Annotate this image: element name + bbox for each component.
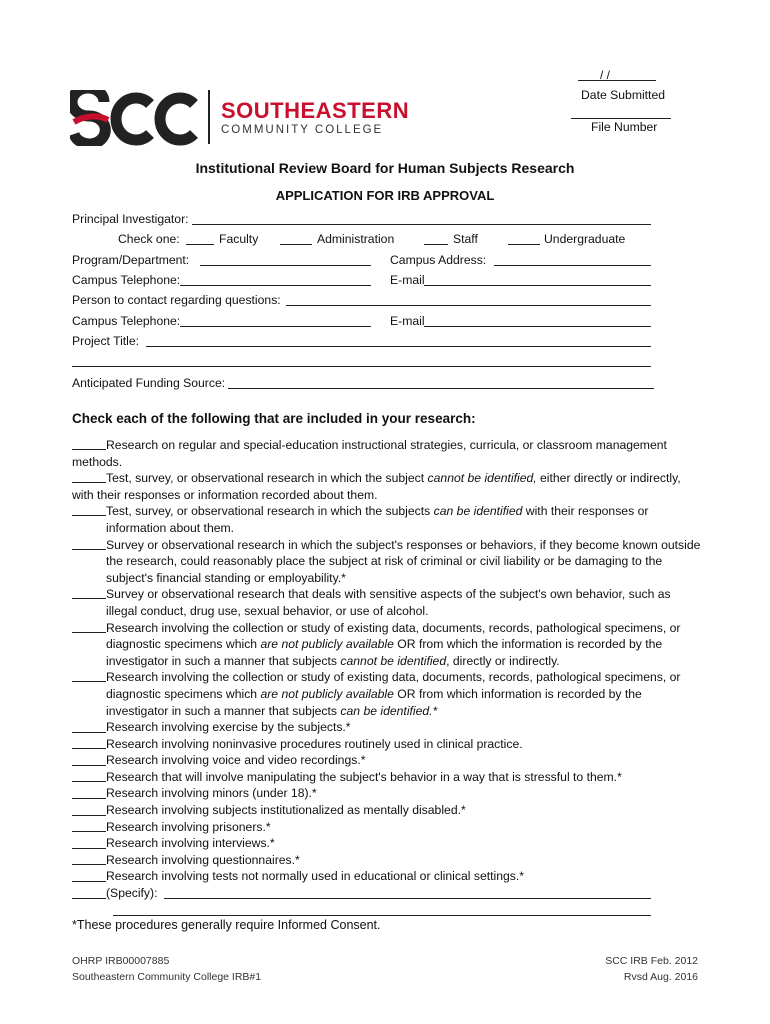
list-item: Survey or observational research in which the subject's responses or behaviors, if they become known outside the research, could reasonably place the subject at risk of criminal or civil liability or be damaging to the subject's financial standing or employability.* xyxy=(72,537,702,587)
item-checkbox[interactable] xyxy=(72,881,106,882)
pi-label: Principal Investigator: xyxy=(72,212,189,226)
funding-label: Anticipated Funding Source: xyxy=(72,376,226,390)
item-checkbox[interactable] xyxy=(72,864,106,865)
program-field[interactable] xyxy=(200,265,371,266)
date-slashes: / / xyxy=(600,68,611,82)
email-field[interactable] xyxy=(424,285,651,286)
footer-revised: Rvsd Aug. 2016 xyxy=(623,971,698,983)
list-item: Research involving tests not normally used in educational or clinical settings.* xyxy=(72,868,702,885)
list-item: Research involving exercise by the subjects.* xyxy=(72,719,702,736)
funding-field[interactable] xyxy=(228,388,654,389)
logo-name: SOUTHEASTERN xyxy=(221,98,410,123)
item-checkbox[interactable] xyxy=(72,781,106,782)
list-item: Research on regular and special-education instructional strategies, curricula, or classroom management methods. xyxy=(72,438,667,469)
date-submitted-label: Date Submitted xyxy=(581,88,666,102)
item-checkbox[interactable] xyxy=(72,798,106,799)
undergraduate-checkbox[interactable] xyxy=(508,244,540,245)
list-item: Survey or observational research that deals with sensitive aspects of the subject's own behavior, such as illegal conduct, drug use, sexual behavior, or use of alcohol. xyxy=(72,586,702,619)
item-checkbox[interactable] xyxy=(72,449,106,450)
item-checkbox[interactable] xyxy=(72,898,106,899)
item-checkbox[interactable] xyxy=(72,598,106,599)
file-number-label: File Number xyxy=(591,120,658,134)
item-checkbox[interactable] xyxy=(72,549,106,550)
logo-subtitle: COMMUNITY COLLEGE xyxy=(221,124,384,136)
campus-telephone-2-field[interactable] xyxy=(180,326,371,327)
checklist xyxy=(72,437,702,902)
option-undergraduate: Undergraduate xyxy=(544,232,626,246)
list-item: Research involving subjects institutionalized as mentally disabled.* xyxy=(72,802,702,819)
date-line[interactable] xyxy=(578,80,656,81)
list-item: Research involving noninvasive procedures routinely used in clinical practice. xyxy=(72,736,702,753)
footer-right xyxy=(605,953,698,985)
email-label: E-mail xyxy=(390,273,425,287)
campus-telephone-2-label: Campus Telephone: xyxy=(72,314,181,328)
faculty-checkbox[interactable] xyxy=(186,244,214,245)
item-checkbox[interactable] xyxy=(72,515,106,516)
list-item: Research involving the collection or study of existing data, documents, records, pathological specimens, or diagnostic specimens which are not publicly available OR from which information is recorded by the investigator in such a manner that subjects can be identified.* xyxy=(72,669,702,719)
item-checkbox[interactable] xyxy=(72,632,106,633)
campus-telephone-label: Campus Telephone: xyxy=(72,273,181,287)
list-item: Research involving questionnaires.* xyxy=(72,852,702,869)
list-item: Research involving minors (under 18).* xyxy=(72,785,702,802)
logo-divider xyxy=(208,90,210,144)
project-title-field[interactable] xyxy=(146,346,651,347)
checklist-heading: Check each of the following that are included in your research: xyxy=(72,411,476,426)
list-item: Research involving voice and video recordings.* xyxy=(72,752,702,769)
item-checkbox[interactable] xyxy=(72,815,106,816)
specify-field-2[interactable] xyxy=(113,915,651,916)
list-item: Research that will involve manipulating the subject's behavior in a way that is stressful to them.* xyxy=(72,769,702,786)
item-checkbox[interactable] xyxy=(72,831,106,832)
check-one-label: Check one: xyxy=(118,232,180,246)
staff-checkbox[interactable] xyxy=(424,244,448,245)
list-item: Test, survey, or observational research in which the subjects can be identified with their responses or information about them. xyxy=(72,503,702,536)
campus-address-field[interactable] xyxy=(494,265,651,266)
project-title-label: Project Title: xyxy=(72,334,140,348)
page-title: Institutional Review Board for Human Subjects Research xyxy=(195,160,575,176)
list-item: Research involving prisoners.* xyxy=(72,819,702,836)
email-2-field[interactable] xyxy=(424,326,651,327)
option-staff: Staff xyxy=(453,232,478,246)
specify-field[interactable] xyxy=(164,898,651,899)
campus-address-label: Campus Address: xyxy=(390,253,487,267)
scc-logo-icon xyxy=(70,90,200,146)
item-checkbox[interactable] xyxy=(72,732,106,733)
administration-checkbox[interactable] xyxy=(280,244,312,245)
list-item: (Specify): xyxy=(72,885,702,902)
item-checkbox[interactable] xyxy=(72,748,106,749)
item-checkbox[interactable] xyxy=(72,848,106,849)
contact-field[interactable] xyxy=(286,305,651,306)
list-item: Research involving interviews.* xyxy=(72,835,702,852)
campus-telephone-field[interactable] xyxy=(180,285,371,286)
contact-label: Person to contact regarding questions: xyxy=(72,293,281,307)
option-faculty: Faculty xyxy=(219,232,259,246)
option-administration: Administration xyxy=(317,232,395,246)
email-2-label: E-mail xyxy=(390,314,425,328)
footer-date: SCC IRB Feb. 2012 xyxy=(605,955,698,967)
program-label: Program/Department: xyxy=(72,253,190,267)
item-checkbox[interactable] xyxy=(72,482,106,483)
list-item: Research involving the collection or study of existing data, documents, records, pathological specimens, or diagnostic specimens which are not publicly available OR from which the information is recorded by the investigator in such a manner that subjects cannot be identified, directly or indirectly. xyxy=(72,620,702,670)
list-item: Test, survey, or observational research in which the subject cannot be identified, either directly or indirectly, with their responses or information recorded about them. xyxy=(72,471,681,502)
consent-note: *These procedures generally require Informed Consent. xyxy=(72,918,381,932)
page-subtitle: APPLICATION FOR IRB APPROVAL xyxy=(275,188,495,203)
project-title-field-2[interactable] xyxy=(72,366,651,367)
footer-irb: Southeastern Community College IRB#1 xyxy=(72,971,262,983)
footer-left xyxy=(72,953,261,985)
file-number-line[interactable] xyxy=(571,118,671,119)
item-checkbox[interactable] xyxy=(72,765,106,766)
footer-ohrp: OHRP IRB00007885 xyxy=(72,955,170,967)
pi-field[interactable] xyxy=(192,224,651,225)
item-checkbox[interactable] xyxy=(72,681,106,682)
